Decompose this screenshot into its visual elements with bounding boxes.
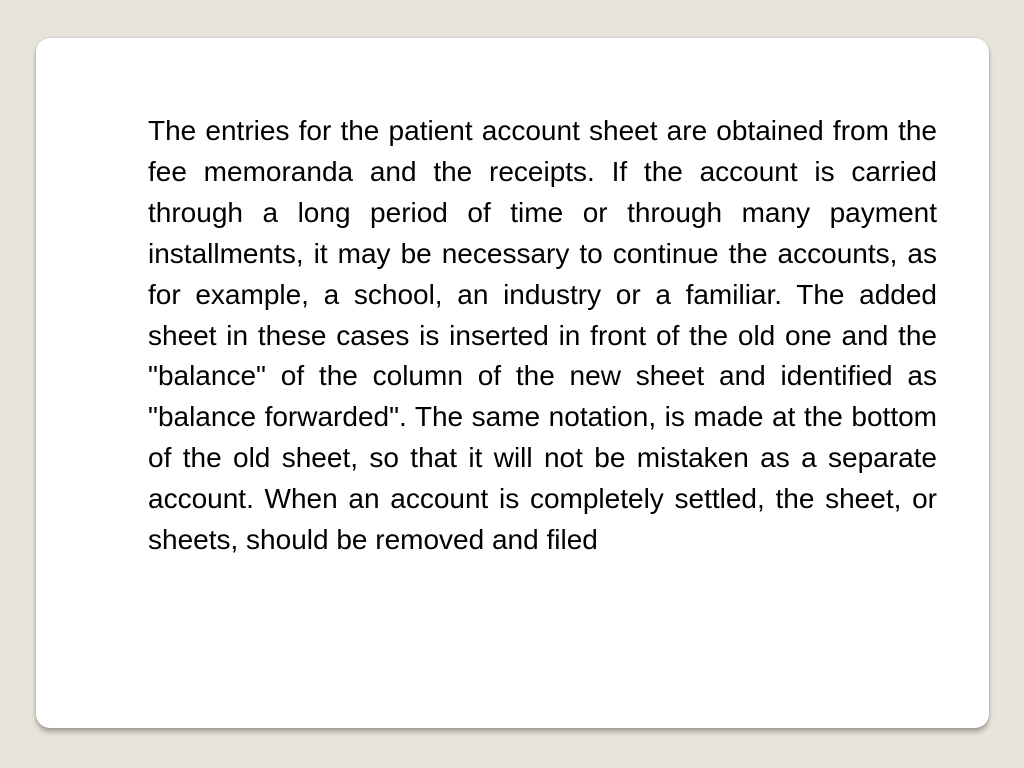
body-paragraph: The entries for the patient account sheet are obtained from the fee memoranda and the receipts. If the account is carried through a long period of time or through many payment installments, it may be necessary to continue the accounts, as for example, a school, an industry or a familiar. The added sheet in these cases is inserted in front of the old one and the "balance" of the column of the new sheet and identified as "balance forwarded". The same notation, is made at the bottom of the old sheet, so that it will not be mistaken as a separate account. When an account is completely settled, the sheet, or sheets, should be removed and filed	[148, 115, 937, 556]
slide-card	[36, 38, 989, 728]
